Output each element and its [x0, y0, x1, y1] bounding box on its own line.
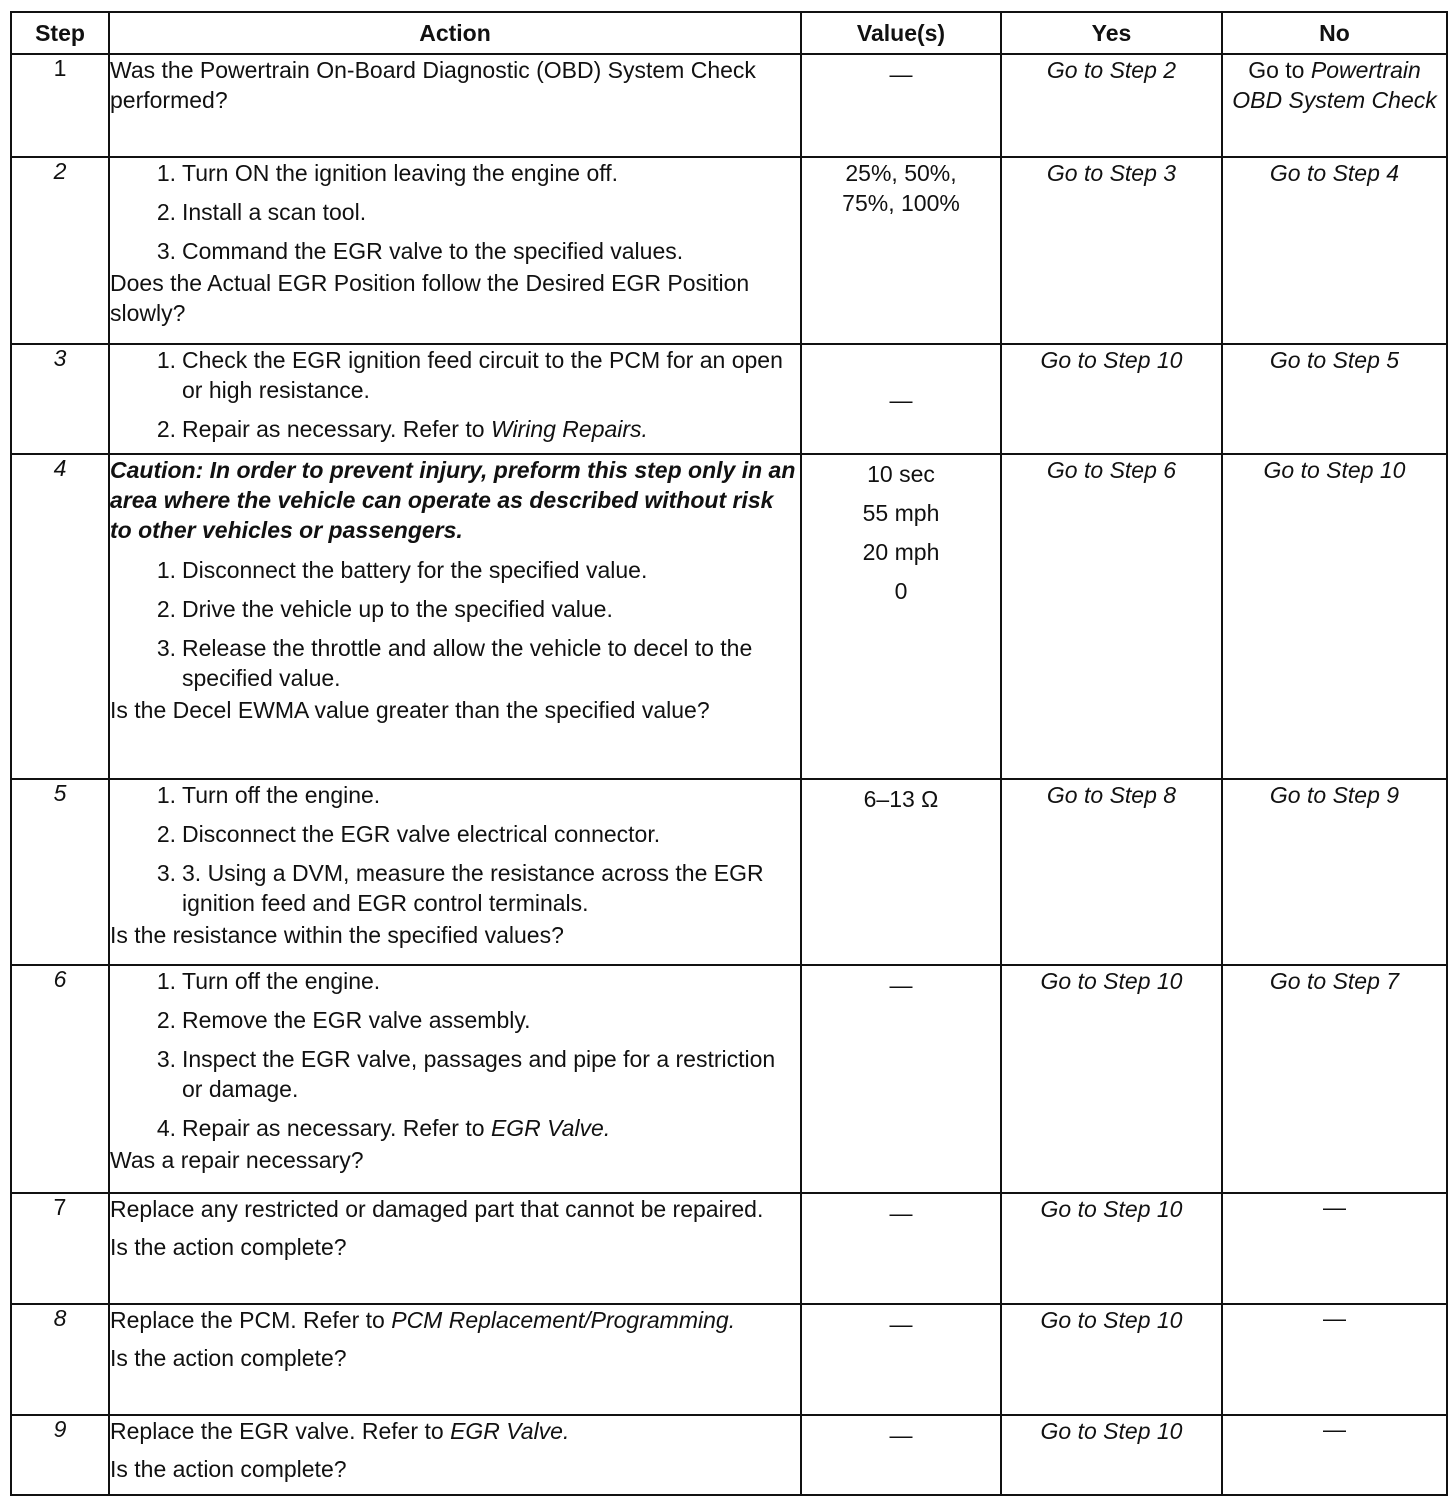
list-item: 3. Command the EGR valve to the specified values. [156, 238, 684, 264]
goto-link[interactable]: Go to Step 10 [1040, 1418, 1183, 1444]
action-question: Does the Actual EGR Position follow the Desired EGR Position slowly? [110, 270, 750, 326]
step-number: 5 [11, 779, 109, 965]
yes-cell [1001, 779, 1222, 965]
step-number: 3 [11, 344, 109, 454]
no-cell [1222, 965, 1447, 1193]
action-text: Replace the PCM. Refer to PCM Replacement/Programming. [110, 1307, 736, 1333]
no-cell: — [1222, 1304, 1447, 1415]
action-cell [109, 54, 801, 157]
header-row [11, 12, 1447, 54]
action-question: Was a repair necessary? [110, 1147, 364, 1173]
table-row [11, 454, 1447, 779]
action-cell [109, 1415, 801, 1495]
action-question: Is the Decel EWMA value greater than the specified value? [110, 697, 710, 723]
yes-cell [1001, 1193, 1222, 1304]
no-cell: — [1222, 1415, 1447, 1495]
reference-link[interactable]: EGR Valve. [450, 1418, 570, 1444]
action-question: Is the resistance within the specified values? [110, 922, 564, 948]
values-cell: — [801, 965, 1001, 1193]
diagnostic-table [10, 11, 1448, 1496]
goto-link[interactable]: Go to Step 8 [1046, 782, 1177, 808]
step-number: 4 [11, 454, 109, 779]
list-item: 3. Release the throttle and allow the vehicle to decel to the specified value. [156, 635, 753, 691]
action-steps-list [110, 158, 800, 266]
action-text: Replace the EGR valve. Refer to EGR Valve. [110, 1418, 570, 1444]
no-cell: — [1222, 1193, 1447, 1304]
goto-link[interactable]: Go to Step 5 [1269, 347, 1400, 373]
no-cell [1222, 779, 1447, 965]
yes-cell [1001, 454, 1222, 779]
table-row [11, 1193, 1447, 1304]
list-item: 3. 3. Using a DVM, measure the resistance across the EGR ignition feed and EGR control terminals. [156, 860, 764, 916]
yes-cell [1001, 1304, 1222, 1415]
goto-link[interactable]: Go to Step 10 [1040, 968, 1183, 994]
action-cell [109, 1193, 801, 1304]
header-yes: Yes [1001, 12, 1222, 54]
no-cell [1222, 157, 1447, 344]
table-row [11, 344, 1447, 454]
action-cell [109, 965, 801, 1193]
step-number: 7 [11, 1193, 109, 1304]
goto-link[interactable]: Go to Step 9 [1269, 782, 1400, 808]
list-item: 2. Drive the vehicle up to the specified value. [156, 596, 613, 622]
values-cell: — [801, 344, 1001, 454]
no-cell [1222, 344, 1447, 454]
value-line: 25%, 50%, [845, 160, 957, 186]
step-number: 6 [11, 965, 109, 1193]
yes-cell [1001, 1415, 1222, 1495]
action-cell [109, 157, 801, 344]
yes-cell [1001, 965, 1222, 1193]
action-question: Is the action complete? [110, 1345, 347, 1371]
caution-note: Caution: In order to prevent injury, preform this step only in an area where the vehicle can operate as described without risk to other vehicles or passengers. [110, 457, 796, 543]
action-cell [109, 779, 801, 965]
action-question: Is the action complete? [110, 1234, 347, 1260]
list-item: 1. Disconnect the battery for the specified value. [156, 557, 648, 583]
list-item: 4. Repair as necessary. Refer to EGR Valve. [156, 1115, 611, 1141]
goto-link[interactable]: Go to Step 4 [1269, 160, 1400, 186]
header-values: Value(s) [801, 12, 1001, 54]
goto-link[interactable]: Go to Step 10 [1040, 1307, 1183, 1333]
action-text: Replace any restricted or damaged part that cannot be repaired. [110, 1196, 764, 1222]
value-line: 55 mph [862, 500, 940, 526]
list-item: 1. Check the EGR ignition feed circuit to the PCM for an open or high resistance. [156, 347, 783, 403]
no-prefix: Go to [1248, 57, 1305, 83]
table-row [11, 779, 1447, 965]
action-cell [109, 1304, 801, 1415]
step-number: 8 [11, 1304, 109, 1415]
goto-link[interactable]: Go to Step 10 [1040, 347, 1183, 373]
header-step: Step [11, 12, 109, 54]
yes-cell [1001, 54, 1222, 157]
action-steps-list [110, 555, 800, 693]
diagnostic-page [10, 11, 1446, 1496]
table-row [11, 1304, 1447, 1415]
no-cell [1222, 454, 1447, 779]
values-cell: — [801, 1304, 1001, 1415]
reference-link[interactable]: PCM Replacement/Programming. [391, 1307, 736, 1333]
goto-link[interactable]: Go to Step 3 [1046, 160, 1177, 186]
header-no: No [1222, 12, 1447, 54]
table-row [11, 54, 1447, 157]
list-item: 2. Repair as necessary. Refer to Wiring Repairs. [156, 416, 648, 442]
reference-link[interactable]: Wiring Repairs. [490, 416, 648, 442]
list-item: 3. Inspect the EGR valve, passages and pipe for a restriction or damage. [156, 1046, 776, 1102]
values-cell: — [801, 54, 1001, 157]
step-number: 2 [11, 157, 109, 344]
table-row [11, 965, 1447, 1193]
goto-link[interactable]: Go to Step 7 [1269, 968, 1400, 994]
yes-cell [1001, 157, 1222, 344]
list-item: 1. Turn off the engine. [156, 968, 381, 994]
values-cell [801, 157, 1001, 344]
values-cell: — [801, 1415, 1001, 1495]
action-steps-list [110, 780, 800, 918]
goto-link[interactable]: Powertrain OBD System Check [1232, 57, 1437, 113]
values-cell [801, 454, 1001, 779]
action-question: Was the Powertrain On-Board Diagnostic (OBD) System Check performed? [110, 57, 756, 113]
list-item: 2. Disconnect the EGR valve electrical connector. [156, 821, 661, 847]
table-row [11, 157, 1447, 344]
table-row [11, 1415, 1447, 1495]
list-item: 2. Remove the EGR valve assembly. [156, 1007, 531, 1033]
goto-link[interactable]: Go to Step 10 [1040, 1196, 1183, 1222]
values-cell: — [801, 1193, 1001, 1304]
values-cell: 6–13 Ω [801, 779, 1001, 965]
action-steps-list [110, 966, 800, 1143]
value-line: 0 [894, 578, 908, 604]
step-number: 9 [11, 1415, 109, 1495]
action-cell [109, 454, 801, 779]
value-line: 75%, 100% [842, 190, 960, 216]
goto-link[interactable]: Go to Step 10 [1263, 457, 1406, 483]
action-question: Is the action complete? [110, 1456, 347, 1482]
list-item: 1. Turn off the engine. [156, 782, 381, 808]
no-cell [1222, 54, 1447, 157]
list-item: 2. Install a scan tool. [156, 199, 367, 225]
reference-link[interactable]: EGR Valve. [490, 1115, 611, 1141]
action-cell [109, 344, 801, 454]
header-action: Action [109, 12, 801, 54]
action-steps-list [110, 345, 800, 444]
goto-link[interactable]: Go to Step 6 [1046, 457, 1177, 483]
step-number: 1 [11, 54, 109, 157]
yes-cell [1001, 344, 1222, 454]
value-line: 20 mph [862, 539, 940, 565]
value-line: 10 sec [867, 461, 935, 487]
goto-link[interactable]: Go to Step 2 [1046, 57, 1177, 83]
list-item: 1. Turn ON the ignition leaving the engine off. [156, 160, 619, 186]
